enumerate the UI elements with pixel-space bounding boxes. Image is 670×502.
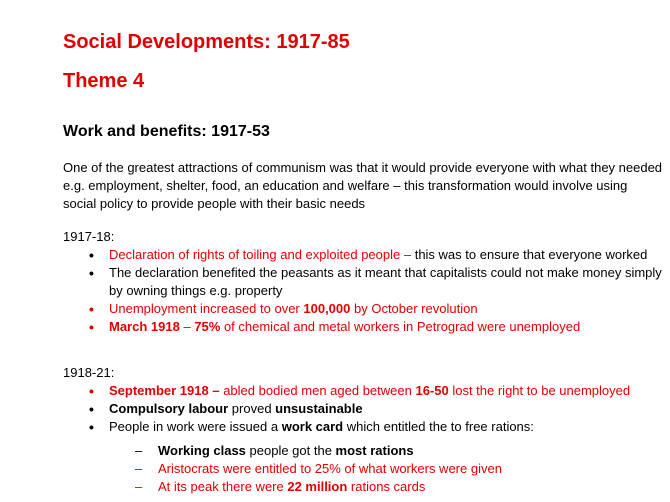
period-label-1917-18: 1917-18:	[63, 229, 115, 244]
theme-title: Theme 4	[63, 70, 145, 92]
list-item: • March 1918 – 75% of chemical and metal workers in Petrograd were unemployed	[87, 318, 667, 336]
period-label-1918-21: 1918-21:	[63, 365, 115, 380]
list-item: • Unemployment increased to over 100,000 by October revolution	[87, 300, 667, 318]
sub-list-item: – Aristocrats were entitled to 25% of what workers were given	[133, 460, 653, 478]
list-item: • People in work were issued a work card which entitled the to free rations:	[87, 418, 667, 436]
sub-list-item: – At its peak there were 22 million rations cards	[133, 478, 653, 496]
document-title: Social Developments: 1917-85	[63, 31, 350, 53]
intro-paragraph: One of the greatest attractions of communism was that it would provide everyone with what they needed e.g. employment, shelter, food, an education and welfare – this transformation would involve using social policy to provide people with their basic needs	[63, 160, 663, 211]
sub-list-item: – Working class people got the most rations	[133, 442, 653, 460]
list-item: • Declaration of rights of toiling and exploited people – this was to ensure that everyone worked	[87, 246, 667, 264]
sub-list-rations	[133, 442, 653, 496]
list-item: • Compulsory labour proved unsustainable	[87, 400, 667, 418]
list-item: • September 1918 – abled bodied men aged between 16-50 lost the right to be unemployed	[87, 382, 667, 400]
section-heading: Work and benefits: 1917-53	[63, 123, 270, 140]
bullet-list-1917-18	[87, 246, 667, 336]
list-item: • The declaration benefited the peasants as it meant that capitalists could not make money simply by owning things e.g. property	[87, 264, 667, 300]
bullet-list-1918-21	[87, 382, 667, 436]
